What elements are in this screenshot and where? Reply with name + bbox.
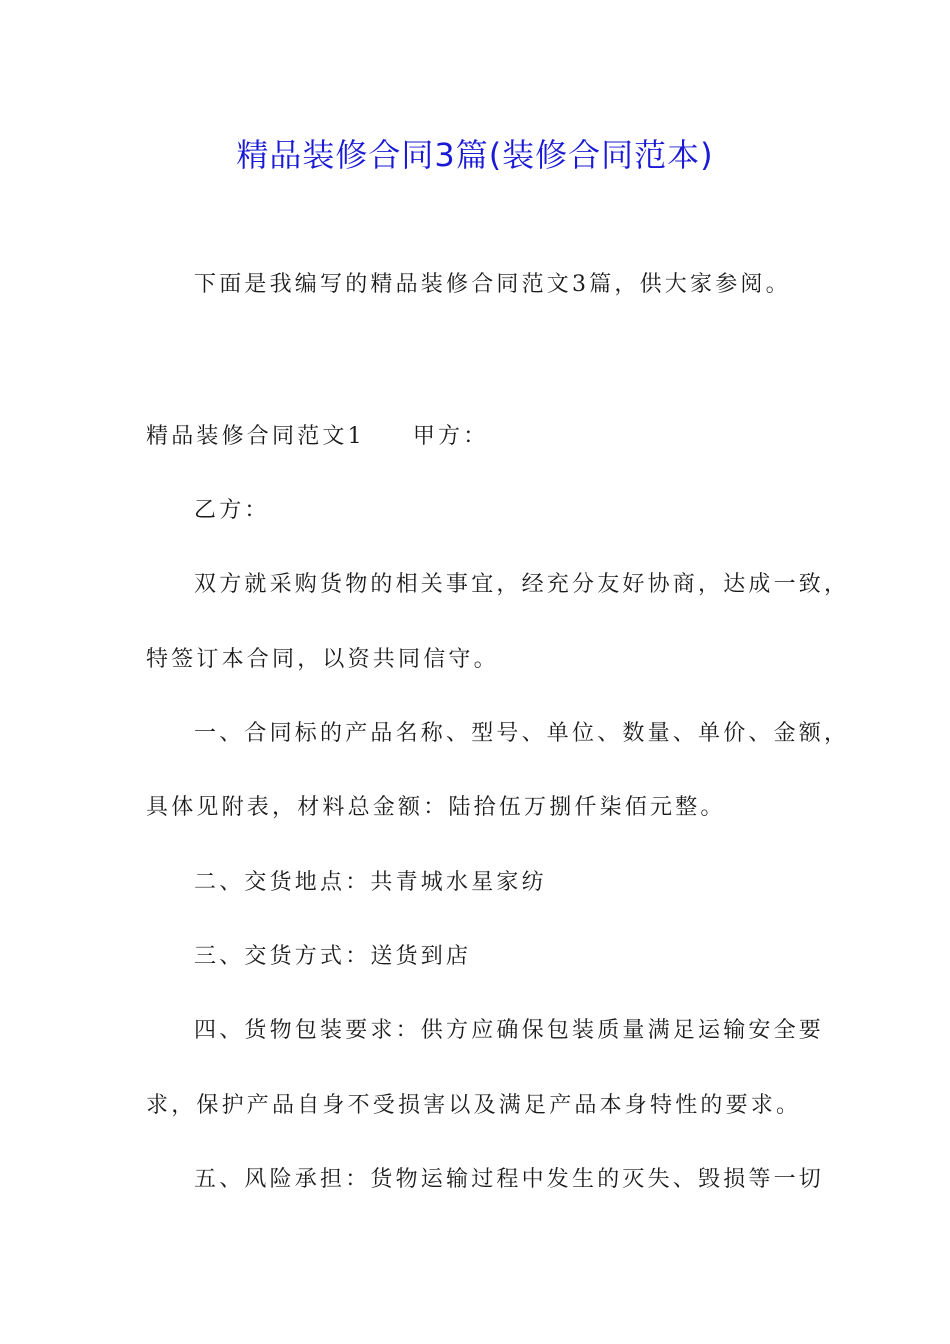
paragraph-line: 一、合同标的产品名称、型号、单位、数量、单价、金额，	[194, 721, 850, 746]
paragraph-line: 双方就采购货物的相关事宜，经充分友好协商，达成一致，	[194, 572, 850, 597]
intro-paragraph: 下面是我编写的精品装修合同范文3篇，供大家参阅。	[194, 272, 791, 297]
document-title: 精品装修合同3篇(装修合同范本)	[236, 136, 714, 174]
paragraph-line: 三、交货方式：送货到店	[194, 944, 472, 969]
section-heading-line	[146, 422, 488, 452]
paragraph-line: 四、货物包装要求：供方应确保包装质量满足运输安全要	[194, 1018, 825, 1043]
paragraph-line: 具体见附表，材料总金额：陆拾伍万捌仟柒佰元整。	[146, 795, 726, 820]
paragraph-line: 求，保护产品自身不受损害以及满足产品本身特性的要求。	[146, 1093, 802, 1118]
section-heading: 精品装修合同范文1	[146, 424, 365, 449]
paragraph-line: 特签订本合同，以资共同信守。	[146, 647, 499, 672]
paragraph-line: 二、交货地点：共青城水星家纺	[194, 870, 547, 895]
party-a-label: 甲方：	[412, 424, 489, 449]
paragraph-line: 五、风险承担：货物运输过程中发生的灭失、毁损等一切	[194, 1167, 825, 1192]
party-b-label: 乙方：	[194, 498, 270, 523]
